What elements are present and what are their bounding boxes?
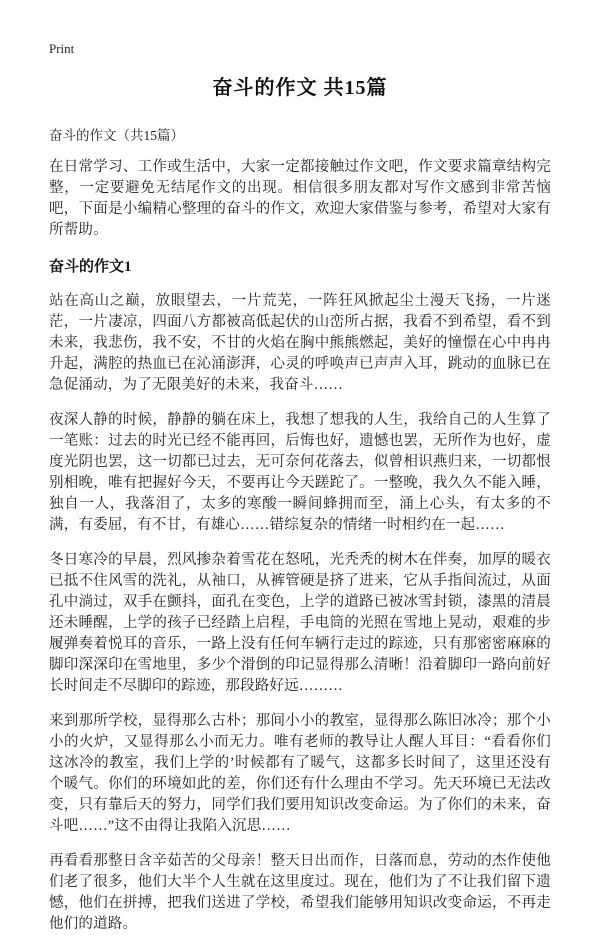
essay-paragraph: 来到那所学校，显得那么古朴；那间小小的教室，显得那么陈旧冰冷；那个小小的火炉，又显得那么小而无力。唯有老师的教导让人醒人耳目：“看看你们这冰冷的教室，我们上学的’时候都有了暖气，这都多长时间了，这里还没有个暖气。你们的环境如此的差，你们还有什么理由不学习。先天环境已无法改变，只有靠后天的努力，同学们我们要用知识改变命运。为了你们的未来，奋斗吧……”这不由得让我陷入沉思…… (49, 713, 551, 834)
intro-paragraph: 在日常学习、工作或生活中，大家一定都接触过作文吧，作文要求篇章结构完整，一定要避免无结尾作文的出现。相信很多朋友都对写作文感到非常苦恼吧，下面是小编精心整理的奋斗的作文，欢迎大家借鉴与参考，希望对大家有所帮助。 (49, 159, 551, 238)
essay-1-heading: 奋斗的作文1 (49, 259, 132, 275)
essay-paragraph: 冬日寒冷的早晨，烈风掺杂着雪花在怒吼，光秃秃的树木在伴奏，加厚的暖衣已抵不住风雪的洗礼，从袖口，从裤管硬是挤了进来，它从手指间流过，从面孔中淌过，双手在颤抖，面孔在变色，上学的道路已被冰雪封锁，漆黑的清晨还未睡醒，上学的孩子已经踏上启程，手电筒的光照在雪地上晃动，艰难的步履弹奏着悦耳的音乐，一路上没有任何车辆行走过的踪迹，只有那密密麻麻的脚印深深印在雪地里，多少个滑倒的印记显得那么清晰！沿着脚印一路向前好长时间走不尽脚印的踪迹，那段路好远……… (49, 552, 551, 694)
document-subtitle: 奋斗的作文（共15篇） (49, 128, 184, 143)
print-button[interactable]: Print (49, 41, 75, 56)
essay-paragraph: 夜深人静的时候，静静的躺在床上，我想了想我的人生，我给自己的人生算了一笔账：过去的时光已经不能再回，后悔也好，遗憾也罢，无所作为也好，虚度光阴也罢，这一切都已过去，无可奈何花落去，似曾相识燕归来，一切都恨别相晚，唯有把握好今天，不要再让今天蹉跎了。一整晚，我久久不能入睡，独自一人，我落泪了，太多的寒酸一瞬间蜂拥而至，涌上心头，有太多的不满，有委屈，有不甘，有雄心……错综复杂的情绪一时相约在一起…… (49, 412, 551, 533)
essay-paragraph: 站在高山之巅，放眼望去，一片荒芜，一阵狂风掀起尘土漫天飞扬，一片迷茫，一片凄凉，四面八方都被高低起伏的山峦所占据，我看不到希望，看不到未来，我悲伤，我不安，不甘的火焰在胸中熊熊燃起，美好的憧憬在心中冉冉升起，满腔的热血已在沁涌澎湃，心灵的呼唤声已声声入耳，跳动的血脉已在急促涌动，为了无限美好的未来，我奋斗…… (49, 293, 551, 393)
page-title: 奋斗的作文 共15篇 (212, 77, 388, 99)
essay-paragraph: 再看看那整日含辛茹苦的父母亲！整天日出而作，日落而息，劳动的杰作使他们老了很多，他们大半个人生就在这里度过。现在，他们为了不让我们留下遗憾，他们在拼搏，把我们送进了学校，希望我们能够用知识改变命运，不再走他们的道路。 (49, 853, 551, 932)
